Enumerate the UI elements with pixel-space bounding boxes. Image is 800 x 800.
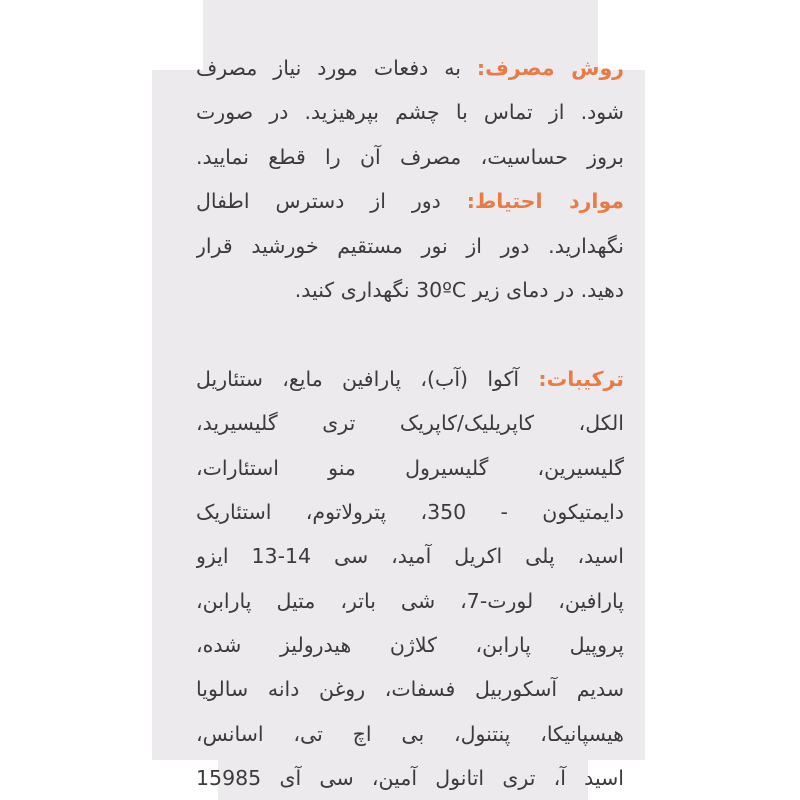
precautions-line-2: نگهدارید. دور از نور مستقیم خورشید قرار	[196, 233, 624, 258]
section-spacer	[196, 312, 624, 356]
usage-line-2: شود. از تماس با چشم بپرهیزید. در صورت	[196, 100, 624, 125]
ingredients-line-9: هیسپانیکا، پنتنول، بی اچ تی، اسانس،	[196, 721, 624, 746]
ingredients-line-1	[196, 357, 624, 401]
usage-line-1	[196, 46, 624, 90]
usage-text: به دفعات مورد نیاز مصرف	[196, 56, 461, 80]
precautions-line-1	[196, 179, 624, 223]
precautions-text: دور از دسترس اطفال	[196, 189, 441, 214]
usage-heading: روش مصرف:	[476, 56, 624, 80]
ingredients-line-5: اسید، پلی اکریل آمید، سی 14-13 ایزو	[196, 544, 624, 569]
label-text	[196, 46, 624, 800]
ingredients-line-8: سدیم آسکوربیل فسفات، روغن دانه سالویا	[196, 677, 624, 702]
precautions-heading: موارد احتیاط:	[466, 189, 624, 214]
ingredients-line-7: پروپیل پارابن، کلاژن هیدرولیز شده،	[196, 633, 624, 658]
ingredients-line-10: اسید آ، تری اتانول آمین، سی آی 15985	[196, 766, 624, 791]
ingredients-line-4: دایمتیکون - 350، پترولاتوم، استئاریک	[196, 499, 624, 524]
ingredients-heading: ترکیبات:	[538, 366, 624, 391]
ingredients-text: آکوا (آب)، پارافین مایع، ستئاریل	[196, 366, 520, 391]
usage-line-3: بروز حساسیت، مصرف آن را قطع نمایید.	[196, 144, 624, 169]
ingredients-line-2: الکل، کاپریلیک/کاپریک تری گلیسیرید،	[196, 411, 624, 436]
precautions-line-3: دهید. در دمای زیر 30ºC نگهداری کنید.	[294, 277, 624, 302]
ingredients-line-3: گلیسیرین، گلیسیرول منو استئارات،	[196, 455, 624, 480]
ingredients-line-6: پارافین، لورت-7، شی باتر، متیل پارابن،	[196, 588, 624, 613]
